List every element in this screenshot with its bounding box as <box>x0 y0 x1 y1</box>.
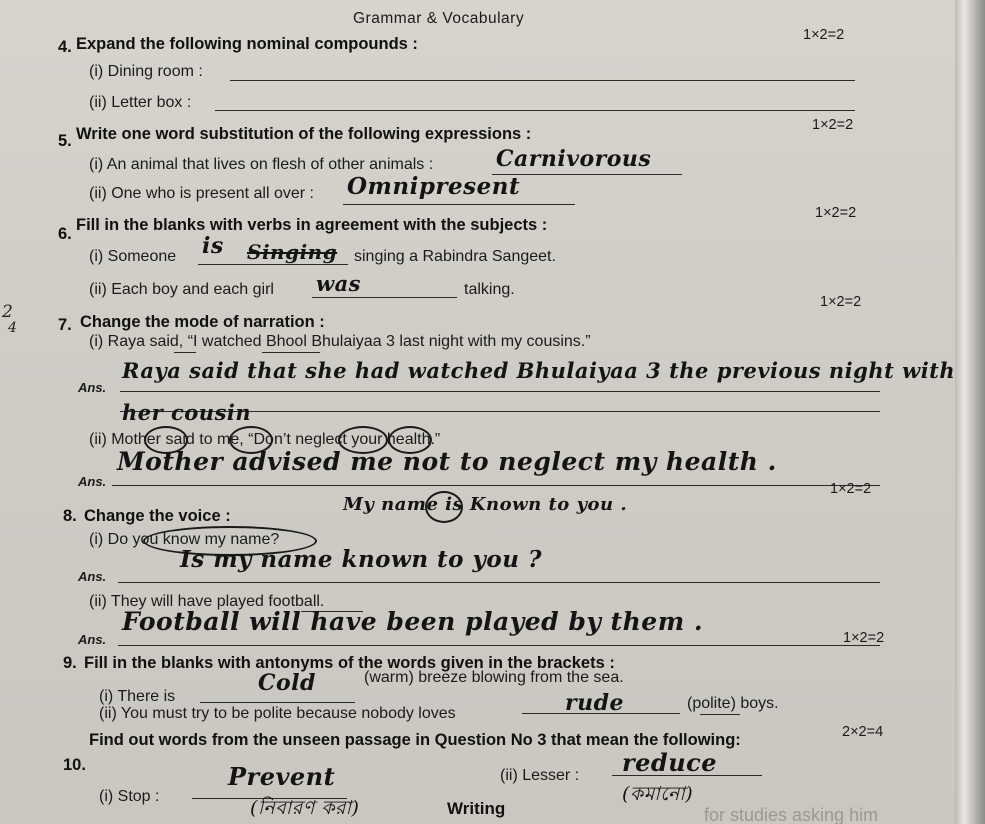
question-4-number: 4. <box>58 38 72 56</box>
q8-note: My name is Known to you . <box>343 494 628 515</box>
q6-item-ii-suffix: talking. <box>464 281 515 298</box>
q5-item-ii: (ii) One who is present all over : <box>89 185 314 202</box>
q10-item-i: (i) Stop : <box>99 788 160 805</box>
q5-item-i: (i) An animal that lives on flesh of other animals : <box>89 156 434 173</box>
q10-item-ii: (ii) Lesser : <box>500 767 580 784</box>
q8-answer-1-line <box>118 582 880 583</box>
circle-is <box>425 491 463 523</box>
q8-answer-label-2: Ans. <box>78 632 107 647</box>
q4-item-i-blank <box>230 80 855 81</box>
q9-item-ii-suffix: (polite) boys. <box>687 695 779 712</box>
q8-item-ii-answer: Football will have been played by them . <box>122 607 704 636</box>
q9-item-i-prefix: (i) There is <box>99 688 176 705</box>
q4-item-ii: (ii) Letter box : <box>89 94 192 111</box>
q10-item-i-note: (নিবারণ করা) <box>250 797 360 819</box>
margin-fraction: 2 <box>2 302 13 322</box>
q9-item-i-answer: Cold <box>258 670 316 696</box>
q9-item-ii-prefix: (ii) You must try to be polite because nobody loves <box>99 705 456 722</box>
q4-item-i: (i) Dining room : <box>89 63 203 80</box>
q6-item-i-answer: is <box>202 233 224 259</box>
q4-item-ii-blank <box>215 110 855 111</box>
q7-item-ii-answer: Mother advised me not to neglect my health . <box>117 447 777 476</box>
q8-answer-label-1: Ans. <box>78 569 107 584</box>
faded-text: for studies asking him <box>704 805 879 824</box>
q7-item-i-answer-line2: her cousin <box>122 400 252 425</box>
q7-answer-label-2: Ans. <box>78 474 107 489</box>
question-7-number: 7. <box>58 316 72 334</box>
question-6-text: Fill in the blanks with verbs in agreement with the subjects : <box>76 216 548 234</box>
question-10-number: 10. <box>63 756 86 774</box>
page-title: Grammar & Vocabulary <box>353 10 525 27</box>
section-writing-heading: Writing <box>447 799 506 818</box>
question-9-text: Fill in the blanks with antonyms of the words given in the brackets : <box>84 654 615 672</box>
q6-item-ii-answer: was <box>316 271 362 296</box>
margin-fraction-sub: 4 <box>8 320 17 336</box>
q9-item-i-blank <box>200 702 355 703</box>
q5-item-i-answer: Carnivorous <box>496 146 652 172</box>
question-4-marks: 1×2=2 <box>803 27 845 43</box>
q9-underline-polite <box>700 714 740 715</box>
q7-answer-3-line <box>112 485 880 486</box>
question-5-text: Write one word substitution of the following expressions : <box>76 125 532 143</box>
question-8-marks: 1×2=2 <box>830 481 872 497</box>
q5-item-i-blank <box>492 174 682 175</box>
question-6-marks: 1×2=2 <box>815 205 857 221</box>
question-10-marks: 2×2=4 <box>842 724 884 740</box>
q10-item-ii-note: (কমানো) <box>622 783 694 805</box>
q7-underline-said <box>174 352 196 353</box>
q7-answer-label-1: Ans. <box>78 380 107 395</box>
q7-answer-1-line <box>120 391 880 392</box>
question-7-marks: 1×2=2 <box>820 294 862 310</box>
q7-item-i-answer-line1: Raya said that she had watched Bhulaiyaa 3 the previous night with <box>122 358 955 383</box>
q8-answer-2-line <box>118 645 880 646</box>
q6-item-i-prefix: (i) Someone <box>89 248 177 265</box>
q7-underline-watched <box>262 352 320 353</box>
q8-item-ii: (ii) They will have played football. <box>89 593 325 610</box>
page-edge <box>955 0 985 824</box>
question-7-text: Change the mode of narration : <box>80 313 325 331</box>
q6-item-i-blank <box>198 264 348 265</box>
question-5-number: 5. <box>58 132 72 150</box>
q7-item-i: (i) Raya said, “I watched Bhool Bhulaiyaa 3 last night with my cousins.” <box>89 333 591 350</box>
q10-item-ii-answer: reduce <box>622 748 718 777</box>
question-6-number: 6. <box>58 225 72 243</box>
q8-item-i: (i) Do you know my name? <box>89 531 280 548</box>
question-5-marks: 1×2=2 <box>812 117 854 133</box>
q6-item-ii-blank <box>312 297 457 298</box>
q6-item-ii-prefix: (ii) Each boy and each girl <box>89 281 274 298</box>
question-8-number: 8. <box>63 507 77 525</box>
q5-item-ii-blank <box>343 204 575 205</box>
q6-item-i-struck: Singing <box>247 240 338 264</box>
q9-item-i-suffix: (warm) breeze blowing from the sea. <box>364 669 624 686</box>
question-4-text: Expand the following nominal compounds : <box>76 35 418 53</box>
question-8-text: Change the voice : <box>84 507 231 525</box>
q7-item-ii: (ii) Mother said to me, “Don’t neglect your health.” <box>89 431 441 448</box>
q10-item-i-answer: Prevent <box>228 762 336 791</box>
q9-item-ii-answer: rude <box>565 690 624 716</box>
q6-item-i-suffix: singing a Rabindra Sangeet. <box>354 248 556 265</box>
q5-item-ii-answer: Omnipresent <box>347 173 521 200</box>
question-9-marks: 1×2=2 <box>843 630 885 646</box>
q8-item-i-answer: Is my name known to you ? <box>180 546 542 573</box>
question-9-number: 9. <box>63 654 77 672</box>
question-10-text: Find out words from the unseen passage in Question No 3 that mean the following: <box>89 731 741 749</box>
